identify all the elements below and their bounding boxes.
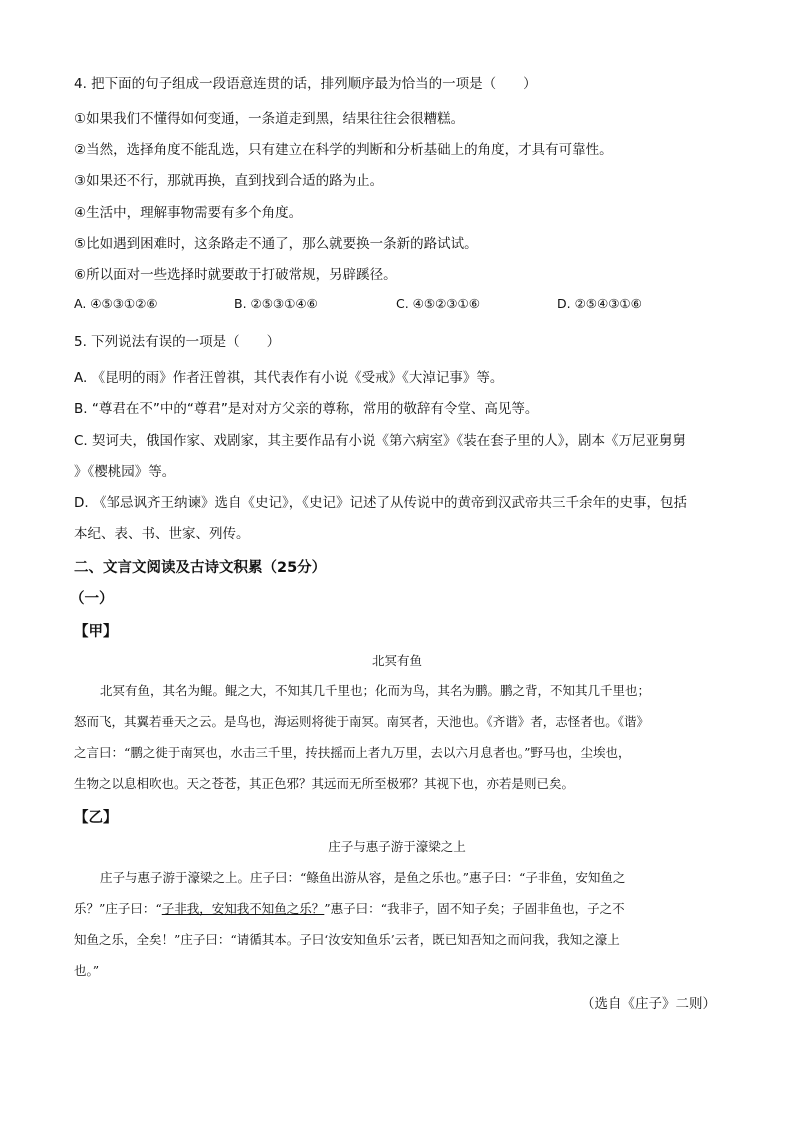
section-heading: 二、文言文阅读及古诗文积累（25分） (74, 560, 327, 576)
q4-item-3: ③如果还不行，那就再换，直到找到合适的路为止。 (74, 173, 384, 189)
q5-option-c[interactable]: C. 契诃夫，俄国作家、戏剧家，其主要作品有小说《第六病室》《装在套子里的人》，剧本《万尼亚舅舅 (74, 433, 687, 449)
q4-item-2: ②当然，选择角度不能乱选，只有建立在科学的判断和分析基础上的角度，才具有可靠性。 (74, 142, 613, 158)
q5-option-a[interactable]: A. 《昆明的雨》作者汪曾祺，其代表作有小说《受戒》《大淖记事》等。 (74, 370, 504, 386)
yi-line-4: 也。” (74, 963, 100, 978)
q5-option-d[interactable]: D. 《邹忌讽齐王纳谏》选自《史记》，《史记》记述了从传说中的黄帝到汉武帝共三千余年的史事，包括 (74, 495, 687, 511)
q4-option-a[interactable]: A. ④⑤③①②⑥ (74, 296, 158, 311)
passage-jia-label: 【甲】 (74, 624, 118, 640)
jia-line-2: 怒而飞，其翼若垂天之云。是鸟也，海运则将徙于南冥。南冥者，天池也。《齐谐》者，志怪者也。《谐》 (74, 714, 650, 729)
jia-line-3: 之言曰：“鹏之徙于南冥也，水击三千里，抟扶摇而上者九万里，去以六月息者也。”野马也，尘埃也， (74, 745, 631, 760)
passage-yi-label: 【乙】 (74, 810, 118, 826)
yi-line-2-post: ”惠子曰：“我非子，固不知子矣；子固非鱼也，子之不 (324, 901, 625, 916)
yi-underlined-sentence: 子非我，安知我不知鱼之乐？ (161, 901, 325, 916)
q4-option-c[interactable]: C. ④⑤②③①⑥ (396, 296, 480, 311)
q5-option-c-cont: 》《樱桃园》等。 (74, 464, 176, 480)
passage-jia-title: 北冥有鱼 (371, 653, 422, 668)
q5-option-d-cont: 本纪、表、书、世家、列传。 (74, 526, 250, 542)
q4-item-5: ⑤比如遇到困难时，这条路走不通了，那么就要换一条新的路试试。 (74, 236, 478, 252)
subsection-heading: （一） (70, 591, 114, 607)
jia-line-4: 生物之以息相吹也。天之苍苍，其正色邪？其远而无所至极邪？其视下也，亦若是则已矣。 (74, 776, 575, 791)
source-citation: （选自《庄子》二则） (581, 996, 716, 1012)
q4-stem: 4. 把下面的句子组成一段语意连贯的话，排列顺序最为恰当的一项是（ ） (74, 76, 537, 92)
passage-yi-title: 庄子与惠子游于濠梁之上 (328, 839, 466, 854)
q4-item-4: ④生活中，理解事物需要有多个角度。 (74, 205, 303, 221)
q5-stem: 5. 下列说法有误的一项是（ ） (74, 334, 281, 350)
q5-option-b[interactable]: B. “尊君在不”中的“尊君”是对对方父亲的尊称，常用的敬辞有令堂、高见等。 (74, 401, 539, 417)
q4-item-1: ①如果我们不懂得如何变通，一条道走到黑，结果往往会很糟糕。 (74, 111, 465, 127)
yi-line-2-pre: 乐？”庄子曰：“ (74, 901, 162, 916)
q4-item-6: ⑥所以面对一些选择时就要敢于打破常规，另辟蹊径。 (74, 267, 397, 283)
q4-option-b[interactable]: B. ②⑤③①④⑥ (234, 296, 318, 311)
q4-option-d[interactable]: D. ②⑤④③①⑥ (557, 296, 642, 311)
yi-line-2 (74, 900, 625, 918)
yi-line-1: 庄子与惠子游于濠梁之上。庄子曰：“鲦鱼出游从容，是鱼之乐也。”惠子曰：“子非鱼，安知鱼之 (100, 870, 626, 885)
yi-line-3: 知鱼之乐，全矣！”庄子曰：“请循其本。子曰‘汝安知鱼乐’云者，既已知吾知之而问我，我知之濠上 (74, 932, 620, 947)
jia-line-1: 北冥有鱼，其名为鲲。鲲之大，不知其几千里也；化而为鸟，其名为鹏。鹏之背，不知其几千里也； (100, 683, 651, 698)
